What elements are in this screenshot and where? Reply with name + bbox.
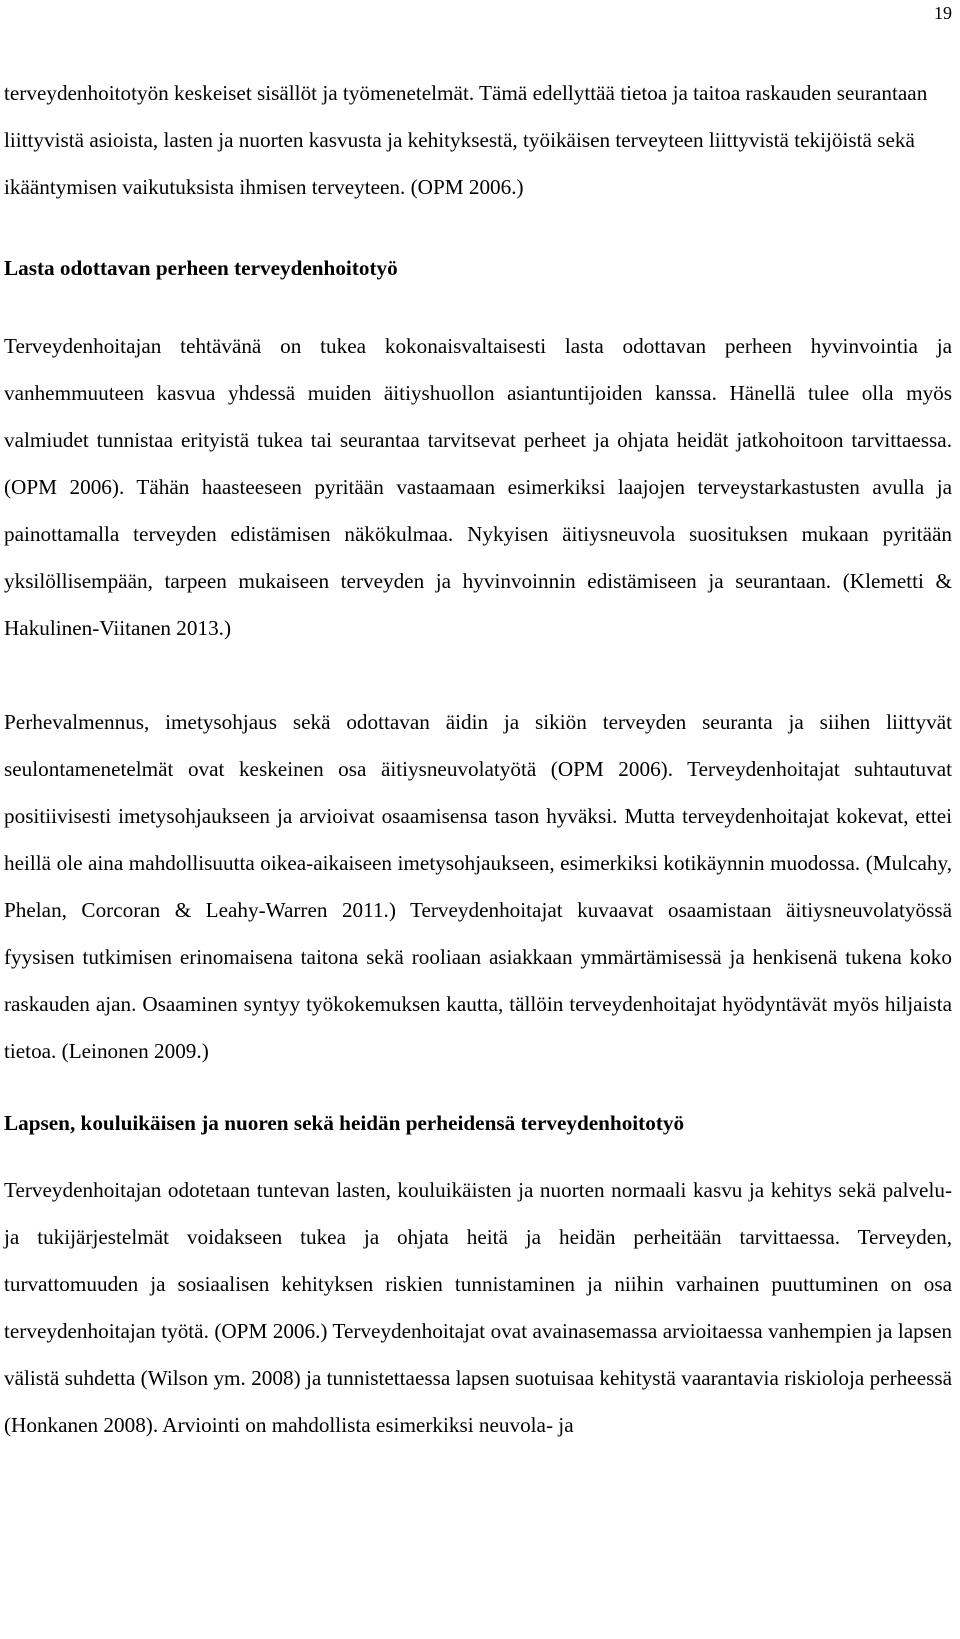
section-heading-expectant-family: Lasta odottavan perheen terveydenhoitotyö (4, 256, 398, 280)
document-body (4, 70, 952, 1449)
paragraph-child-care: Terveydenhoitajan odotetaan tuntevan lasten, kouluikäisten ja nuorten normaali kasvu ja kehitys sekä palvelu- ja tukijärjestelmät voidakseen tukea ja ohjata heitä ja heidän perheitään tarvittaessa. Terveyden, turvattomuuden ja sosiaalisen kehityksen riskien tunnistaminen ja niihin varhainen puuttuminen on osa terveydenhoitajan työtä. (OPM 2006.) Terveydenhoitajat ovat avainasemassa arvioitaessa vanhempien ja lapsen välistä suhdetta (Wilson ym. 2008) ja tunnistettaessa lapsen suotuisaa kehitystä vaarantavia riskioloja perheessä (Honkanen 2008). Arviointi on mahdollista esimerkiksi neuvola- ja (4, 1178, 952, 1437)
section-heading-child-family: Lapsen, kouluikäisen ja nuoren sekä heidän perheidensä terveydenhoitotyö (4, 1111, 685, 1135)
page-number: 19 (934, 3, 952, 23)
paragraph-intro: terveydenhoitotyön keskeiset sisällöt ja työmenetelmät. Tämä edellyttää tietoa ja taitoa raskauden seurantaan liittyvistä asioista, lasten ja nuorten kasvusta ja kehityksestä, työikäisen terveyteen liittyvistä tekijöistä sekä ikääntymisen vaikutuksista ihmisen terveyteen. (OPM 2006.) (4, 81, 928, 199)
paragraph-family-training: Perhevalmennus, imetysohjaus sekä odottavan äidin ja sikiön terveyden seuranta ja siihen liittyvät seulontamenetelmät ovat keskeinen osa äitiysneuvolatyötä (OPM 2006). Terveydenhoitajat suhtautuvat positiivisesti imetysohjaukseen ja arvioivat osaamisensa tason hyväksi. Mutta terveydenhoitajat kokevat, ettei heillä ole aina mahdollisuutta oikea-aikaiseen imetysohjaukseen, esimerkiksi kotikäynnin muodossa. (Mulcahy, Phelan, Corcoran & Leahy-Warren 2011.) Terveydenhoitajat kuvaavat osaamistaan äitiysneuvolatyössä fyysisen tutkimisen erinomaisena taitona sekä rooliaan asiakkaan ymmärtämisessä ja henkisenä tukena koko raskauden ajan. Osaaminen syntyy työkokemuksen kautta, tällöin terveydenhoitajat hyödyntävät myös hiljaista tietoa. (Leinonen 2009.) (4, 710, 952, 1063)
paragraph-family-care: Terveydenhoitajan tehtävänä on tukea kokonaisvaltaisesti lasta odottavan perheen hyvinvointia ja vanhemmuuteen kasvua yhdessä muiden äitiyshuollon asiantuntijoiden kanssa. Hänellä tulee olla myös valmiudet tunnistaa erityistä tukea tai seurantaa tarvitsevat perheet ja ohjata heidät jatkohoitoon tarvittaessa. (OPM 2006). Tähän haasteeseen pyritään vastaamaan esimerkiksi laajojen terveystarkastusten avulla ja painottamalla terveyden edistämisen näkökulmaa. Nykyisen äitiysneuvola suosituksen mukaan pyritään yksilöllisempään, tarpeen mukaiseen terveyden ja hyvinvoinnin edistämiseen ja seurantaan. (Klemetti & Hakulinen-Viitanen 2013.) (4, 334, 952, 640)
